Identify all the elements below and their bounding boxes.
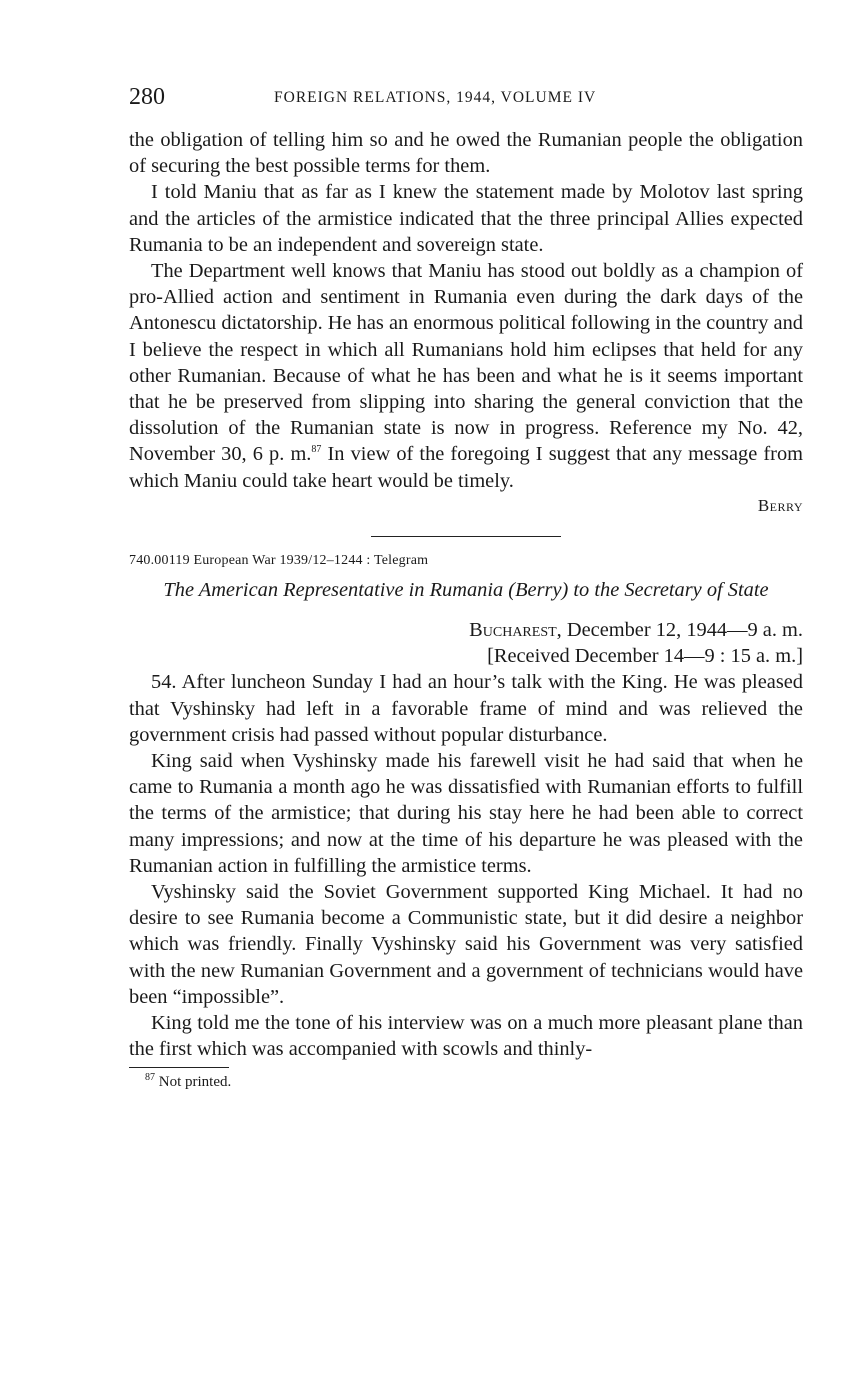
paragraph	[129, 258, 803, 494]
dateline-place: Bucharest,	[469, 619, 562, 642]
running-title: FOREIGN RELATIONS, 1944, VOLUME IV	[274, 89, 597, 106]
paragraph: Vyshinsky said the Soviet Government supported King Michael. It had no desire to see Rumania become a Communistic state, but it did desire a neighbor which was friendly. Finally Vyshinsky said his Government was very satisfied with the new Rumanian Government and a government of technicians would have been “impossible”.	[129, 881, 803, 1008]
footnote-divider	[129, 1067, 229, 1068]
footnote-reference[interactable]: 87	[311, 444, 322, 456]
footnote-marker: 87	[145, 1071, 155, 1083]
document-page	[129, 84, 803, 1091]
paragraph: King told me the tone of his interview was on a much more pleasant plane than the first which was accompanied with scowls and thinly-	[129, 1012, 803, 1061]
paragraph: King said when Vyshinsky made his farewell visit he had said that when he came to Rumania a month ago he was dissatisfied with Rumanian efforts to fulfill the terms of the armistice; that during his stay here he had been able to correct many impressions; and now at the time of his departure he was pleased with the Rumanian action in fulfilling the armistice terms.	[129, 750, 803, 877]
file-reference: 740.00119 European War 1939/12–1244 : Telegram	[129, 552, 429, 568]
dateline-date: December 12, 1944—9 a. m.	[561, 619, 803, 642]
document-title: The American Representative in Rumania (Berry) to the Secretary of State	[163, 578, 769, 601]
dateline	[129, 617, 803, 643]
section-divider	[371, 536, 561, 537]
previous-document-body	[129, 127, 803, 516]
running-header	[129, 84, 803, 114]
paragraph: I told Maniu that as far as I knew the statement made by Molotov last spring and the articles of the armistice indicated that the three principal Allies expected Rumania to be an independent and sovereign state.	[129, 181, 803, 256]
paragraph-continued: the obligation of telling him so and he owed the Rumanian people the obligation of securing the best possible terms for them.	[129, 129, 803, 178]
received-line: [Received December 14—9 : 15 a. m.]	[487, 645, 803, 668]
signature: Berry	[757, 495, 803, 515]
paragraph-text: The Department well knows that Maniu has stood out boldly as a champion of pro-Allied action and sentiment in Rumania even during the dark days of the Antonescu dictatorship. He has an enormous political following in the country and I believe the respect in which all Rumanians hold him eclipses that held for any other Rumanian. Because of what he has been and what he is it seems important that he be preserved from slipping into sharing the general conviction that the dissolution of the Rumanian state is now in progress. Reference my No. 42, November 30, 6 p. m.	[129, 260, 803, 466]
footnote	[145, 1071, 803, 1091]
footnote-text: Not printed.	[158, 1073, 232, 1090]
paragraph-text: In view of the foregoing I suggest that any message from which Maniu could take heart would be timely.	[129, 443, 803, 492]
paragraph: 54. After luncheon Sunday I had an hour’s talk with the King. He was pleased that Vyshinsky had left in a favorable frame of mind and was relieved the government crisis had passed without popular disturbance.	[129, 671, 803, 746]
page-number: 280	[129, 84, 165, 110]
